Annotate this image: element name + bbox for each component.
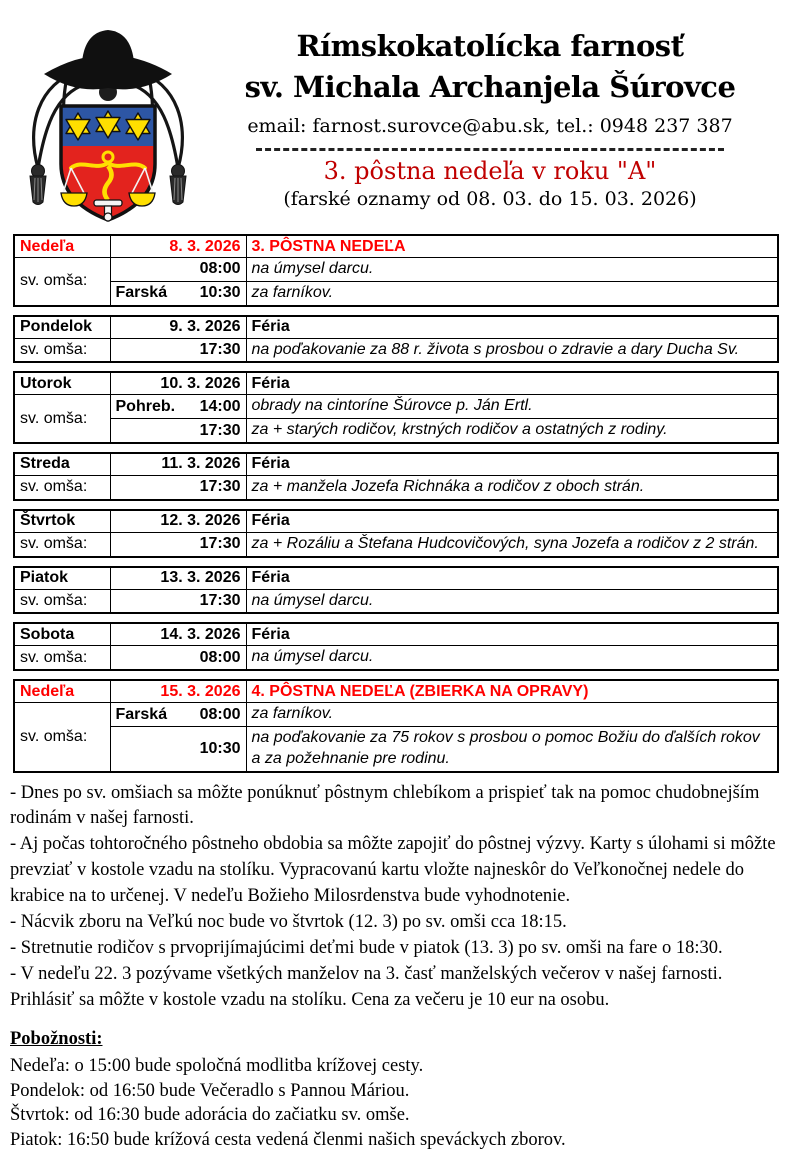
mass-intention-cell: za farníkov. [246, 703, 778, 727]
announcements [10, 781, 780, 1014]
mass-intention-cell: za farníkov. [246, 281, 778, 305]
mass-time: 14:00 [199, 397, 241, 415]
date-cell: 14. 3. 2026 [110, 623, 246, 646]
mass-intention-cell: na úmysel darcu. [246, 258, 778, 282]
mass-intention-cell: na poďakovanie za 75 rokov s prosbou o pomoc Božiu do ďalších rokov a za požehnanie pre rodinu. [246, 726, 778, 771]
announcement-item: - Aj počas tohtoročného pôstneho obdobia sa môžte zapojiť do pôstnej výzvy. Karty s úlohami si môžte prevziať v kostole vzadu na stolíku. Vypracovanú kartu vložte najneskôr do Veľkonočnej nedele do krabice na to určenej. V nedeľu Božieho Milosrdenstva bude vyhodnotenie. [10, 834, 776, 907]
feast-cell: Féria [246, 567, 778, 590]
mass-label-cell: sv. omša: [14, 646, 110, 670]
mass-intention-cell: na poďakovanie za 88 r. života s prosbou o zdravie a dary Ducha Sv. [246, 338, 778, 362]
announcement-item: - Dnes po sv. omšiach sa môžte ponúknuť pôstnym chlebíkom a prispieť tak na pomoc chudobnejším rodinám v našej farnosti. [10, 782, 760, 829]
mass-type-time-cell [110, 419, 246, 443]
day-schedule-table [13, 315, 779, 364]
mass-time: 17:30 [199, 535, 241, 553]
feast-cell: 4. PÔSTNA NEDEĽA (ZBIERKA NA OPRAVY) [246, 680, 778, 703]
mass-intention-cell: na úmysel darcu. [246, 646, 778, 670]
feast-cell: Féria [246, 623, 778, 646]
devotion-items [10, 1054, 780, 1153]
devotions [10, 1027, 780, 1153]
mass-intention-cell: za + starých rodičov, krstných rodičov a ostatných z rodiny. [246, 419, 778, 443]
mass-type-time-cell [110, 703, 246, 727]
date-cell: 15. 3. 2026 [110, 680, 246, 703]
day-schedule-table [13, 452, 779, 501]
day-schedule-table [13, 371, 779, 444]
parish-title-line1: Rímskokatolícka farnosť [296, 29, 684, 63]
devotion-item: Piatok: 16:50 bude krížová cesta vedená členmi našich speváckych zborov. [10, 1130, 566, 1151]
day-name-cell: Štvrtok [14, 510, 110, 533]
mass-type-time-cell [110, 395, 246, 419]
devotions-heading: Pobožnosti: [10, 1028, 103, 1049]
announcement-item: - V nedeľu 22. 3 pozývame všetkých manželov na 3. časť manželských večerov v našej farnosti. Prihlásiť sa môžte v kostole vzadu na stolíku. Cena za večeru je 10 eur na osobu. [10, 963, 723, 1010]
mass-time: 10:30 [199, 284, 241, 302]
mass-label-cell: sv. omša: [14, 589, 110, 613]
mass-time: 17:30 [199, 591, 241, 609]
mass-time: 08:00 [199, 260, 241, 278]
mass-type-time-cell [110, 281, 246, 305]
mass-type-time-cell [110, 258, 246, 282]
day-name-cell: Pondelok [14, 316, 110, 339]
feast-cell: 3. PÔSTNA NEDEĽA [246, 235, 778, 258]
bulletin-date-range: (farské oznamy od 08. 03. do 15. 03. 2026) [283, 188, 697, 211]
day-schedule-table [13, 509, 779, 558]
mass-time: 17:30 [199, 340, 241, 358]
week-title: 3. pôstna nedeľa v roku "A" [323, 157, 657, 186]
mass-label-cell: sv. omša: [14, 475, 110, 499]
day-name-cell: Sobota [14, 623, 110, 646]
mass-type-time-cell [110, 338, 246, 362]
mass-type-time-cell [110, 475, 246, 499]
date-cell: 8. 3. 2026 [110, 235, 246, 258]
galero-hat-icon [44, 30, 172, 89]
mass-label-cell: sv. omša: [14, 532, 110, 556]
mass-label-cell: sv. omša: [14, 338, 110, 362]
parish-coat-of-arms [8, 18, 208, 223]
day-schedule-table [13, 234, 779, 307]
mass-time: 08:00 [199, 648, 241, 666]
mass-intention-cell: za + manžela Jozefa Richnáka a rodičov z oboch strán. [246, 475, 778, 499]
dashed-divider [256, 148, 724, 151]
day-name-cell: Nedeľa [14, 680, 110, 703]
day-name-cell: Piatok [14, 567, 110, 590]
feast-cell: Féria [246, 510, 778, 533]
day-name-cell: Utorok [14, 372, 110, 395]
date-cell: 10. 3. 2026 [110, 372, 246, 395]
day-name-cell: Nedeľa [14, 235, 110, 258]
announcement-item: - Nácvik zboru na Veľkú noc bude vo štvrtok (12. 3) po sv. omši cca 18:15. [10, 912, 567, 933]
mass-type-time-cell [110, 589, 246, 613]
date-cell: 12. 3. 2026 [110, 510, 246, 533]
mass-intention-cell: obrady na cintoríne Šúrovce p. Ján Ertl. [246, 395, 778, 419]
devotion-item: Pondelok: od 16:50 bude Večeradlo s Pannou Máriou. [10, 1080, 410, 1101]
day-schedule-table [13, 679, 779, 772]
bulletin-header [0, 0, 790, 228]
date-cell: 13. 3. 2026 [110, 567, 246, 590]
star-icon [66, 111, 150, 140]
mass-label-cell: sv. omša: [14, 258, 110, 306]
mass-type-label: Farská [115, 705, 168, 723]
mass-type-time-cell [110, 726, 246, 771]
feast-cell: Féria [246, 372, 778, 395]
mass-type-time-cell [110, 532, 246, 556]
day-name-cell: Streda [14, 453, 110, 476]
mass-type-label: Pohreb. [115, 397, 176, 415]
mass-type-label: Farská [115, 284, 168, 302]
mass-intention-cell: na úmysel darcu. [246, 589, 778, 613]
parish-title-line2: sv. Michala Archanjela Šúrovce [244, 70, 736, 105]
mass-time: 17:30 [199, 478, 241, 496]
devotion-item: Štvrtok: od 16:30 bude adorácia do začiatku sv. omše. [10, 1105, 410, 1126]
devotion-item: Nedeľa: o 15:00 bude spoločná modlitba krížovej cesty. [10, 1055, 424, 1076]
mass-schedule [13, 234, 777, 773]
contact-line: email: farnost.surovce@abu.sk, tel.: 0948 237 387 [247, 115, 733, 138]
date-cell: 11. 3. 2026 [110, 453, 246, 476]
feast-cell: Féria [246, 453, 778, 476]
mass-label-cell: sv. omša: [14, 703, 110, 772]
mass-label-cell: sv. omša: [14, 395, 110, 443]
coat-of-arms-graphic [8, 18, 208, 223]
header-text-block [190, 0, 790, 210]
feast-cell: Féria [246, 316, 778, 339]
date-cell: 9. 3. 2026 [110, 316, 246, 339]
announcement-item: - Stretnutie rodičov s prvoprijímajúcimi deťmi bude v piatok (13. 3) po sv. omši na fare o 18:30. [10, 937, 723, 958]
mass-type-time-cell [110, 646, 246, 670]
mass-time: 17:30 [199, 421, 241, 439]
day-schedule-table [13, 566, 779, 615]
mass-time: 08:00 [199, 705, 241, 723]
mass-intention-cell: za + Rozáliu a Štefana Hudcovičových, syna Jozefa a rodičov z 2 strán. [246, 532, 778, 556]
day-schedule-table [13, 622, 779, 671]
mass-time: 10:30 [199, 739, 241, 757]
